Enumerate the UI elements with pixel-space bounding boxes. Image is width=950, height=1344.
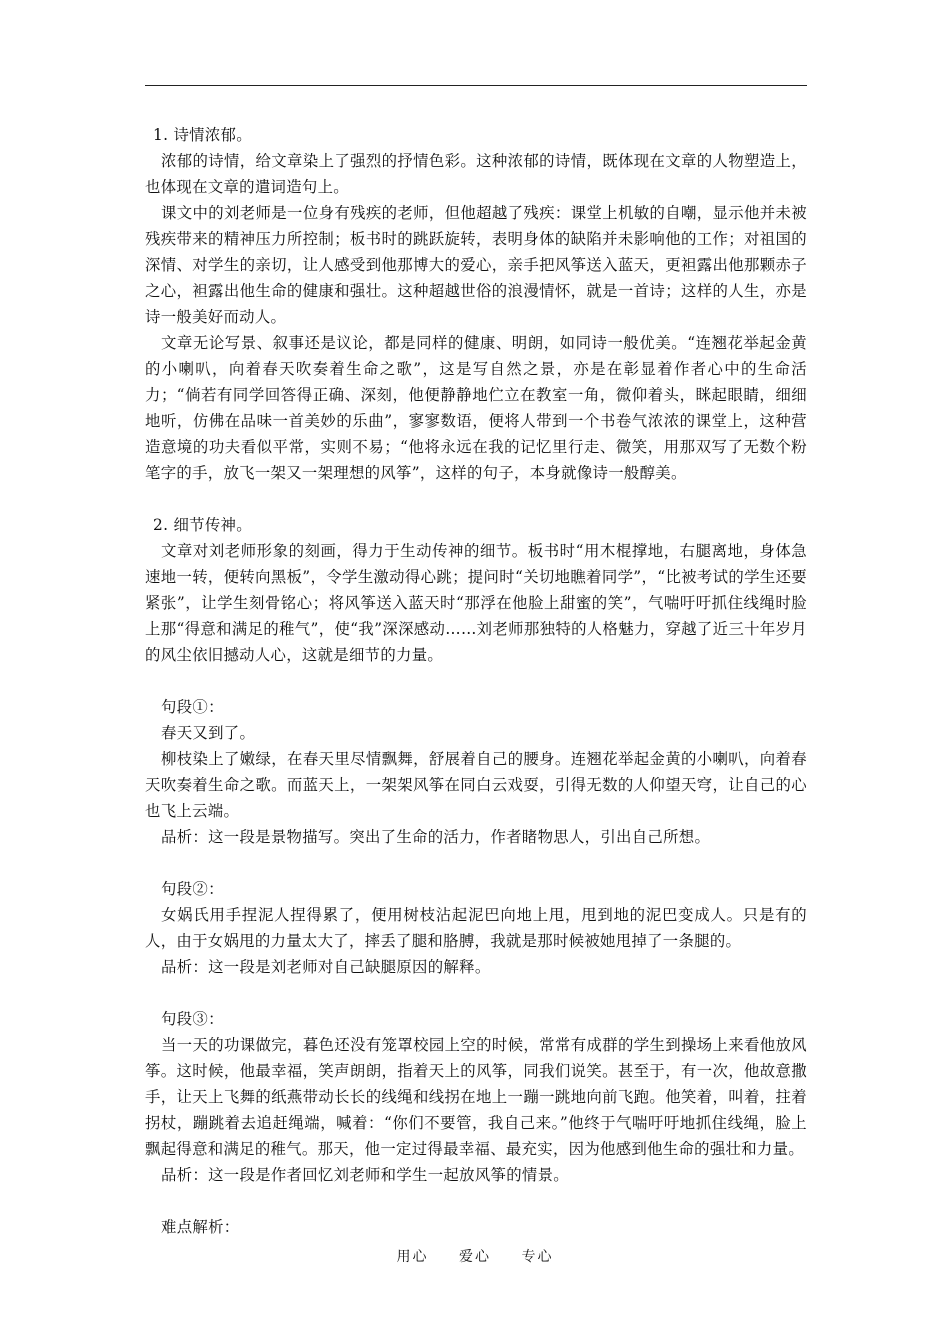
excerpt3-analysis: 品析：这一段是作者回忆刘老师和学生一起放风筝的情景。 — [161, 1166, 569, 1184]
section2-paragraph: 文章对刘老师形象的刻画，得力于生动传神的细节。板书时“用木棍撑地，右腿离地，身体急速地一转，便转向黑板”，令学生激动得心跳；提问时“关切地瞧着同学”，“比被考试的学生还要紧张”，让学生刻骨铭心；将风筝送入蓝天时“那浮在他脸上甜蜜的笑”，气喘吁吁抓住线绳时脸上那“得意和满足的稚气”，使“我”深深感动……刘老师那独特的人格魅力，穿越了近三十年岁月的风尘依旧撼动人心，这就是细节的力量。 — [145, 542, 807, 664]
spacer — [145, 668, 807, 694]
spacer — [145, 1188, 807, 1214]
spacer — [145, 486, 807, 512]
page-footer — [0, 1246, 950, 1266]
excerpt1-line-2: 柳枝染上了嫩绿，在春天里尽情飘舞，舒展着自己的腰身。连翘花举起金黄的小喇叭，向着春天吹奏着生命之歌。而蓝天上，一架架风筝在同白云戏耍，引得无数的人仰望天穹，让自己的心也飞上云端。 — [145, 750, 807, 820]
excerpt2-title: 句段②： — [161, 880, 224, 898]
section1-paragraph-3: 文章无论写景、叙事还是议论，都是同样的健康、明朗，如同诗一般优美。“连翘花举起金黄的小喇叭，向着春天吹奏着生命之歌”，这是写自然之景，亦是在彰显着作者心中的生命活力；“倘若有同学回答得正确、深刻，他便静静地伫立在教室一角，微仰着头，眯起眼睛，细细地听，仿佛在品味一首美妙的乐曲”，寥寥数语，便将人带到一个书卷气浓浓的课堂上，这种营造意境的功夫看似平常，实则不易；“他将永远在我的记忆里行走、微笑，用那双写了无数个粉笔字的手，放飞一架又一架理想的风筝”，这样的句子，本身就像诗一般醇美。 — [145, 334, 807, 482]
excerpt1-analysis: 品析：这一段是景物描写。突出了生命的活力，作者睹物思人，引出自己所想。 — [161, 828, 711, 846]
excerpt1-line-1: 春天又到了。 — [161, 724, 256, 742]
excerpt3-title: 句段③： — [161, 1010, 224, 1028]
spacer — [145, 980, 807, 1006]
footer-item: 爱心 — [459, 1249, 491, 1265]
spacer — [145, 850, 807, 876]
footer-item: 用心 — [396, 1249, 429, 1265]
header-rule — [145, 85, 807, 86]
excerpt2-analysis: 品析：这一段是刘老师对自己缺腿原因的解释。 — [161, 958, 491, 976]
section1-heading: 1. 诗情浓郁。 — [153, 126, 252, 144]
document-body — [145, 122, 807, 1240]
footer-item: 专心 — [521, 1249, 554, 1265]
section1-paragraph-1: 浓郁的诗情，给文章染上了强烈的抒情色彩。这种浓郁的诗情，既体现在文章的人物塑造上，也体现在文章的遣词造句上。 — [145, 152, 807, 196]
section2-heading: 2. 细节传神。 — [153, 516, 252, 534]
section1-paragraph-2: 课文中的刘老师是一位身有残疾的老师，但他超越了残疾：课堂上机敏的自嘲，显示他并未被残疾带来的精神压力所控制；板书时的跳跃旋转，表明身体的缺陷并未影响他的工作；对祖国的深情、对学生的亲切，让人感受到他那博大的爱心，亲手把风筝送入蓝天，更袒露出他那颗赤子之心，袒露出他生命的健康和强壮。这种超越世俗的浪漫情怀，就是一首诗；这样的人生，亦是诗一般美好而动人。 — [145, 204, 807, 326]
difficulty-heading: 难点解析： — [161, 1218, 240, 1236]
excerpt1-title: 句段①： — [161, 698, 224, 716]
excerpt3-text: 当一天的功课做完，暮色还没有笼罩校园上空的时候，常常有成群的学生到操场上来看他放风筝。这时候，他最幸福，笑声朗朗，指着天上的风筝，同我们说笑。甚至于，有一次，他故意撒手，让天上飞舞的纸燕带动长长的线绳和线拐在地上一蹦一跳地向前飞跑。他笑着，叫着，拄着拐杖，蹦跳着去追赶绳端，喊着：“你们不要管，我自己来。”他终于气喘吁吁地抓住线绳，脸上飘起得意和满足的稚气。那天，他一定过得最幸福、最充实，因为他感到他生命的强壮和力量。 — [145, 1036, 807, 1158]
excerpt2-text: 女娲氏用手捏泥人捏得累了，便用树枝沾起泥巴向地上甩，甩到地的泥巴变成人。只是有的人，由于女娲甩的力量太大了，摔丢了腿和胳膊，我就是那时候被她甩掉了一条腿的。 — [145, 906, 807, 950]
